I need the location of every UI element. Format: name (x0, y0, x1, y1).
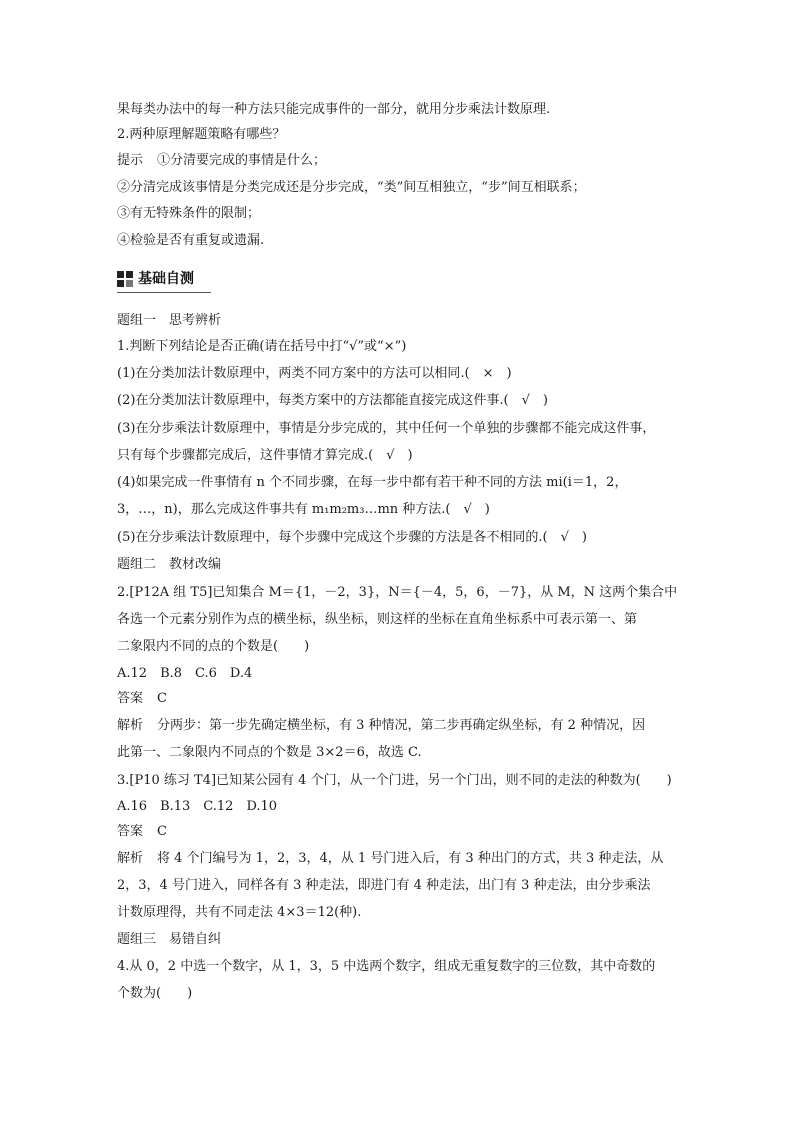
analysis-label: 解析 (117, 718, 144, 733)
question-3-analysis-line-3: 计数原理得，共有不同走法 4×3＝12(种). (117, 905, 362, 920)
question-2-line-1: 2.[P12A 组 T5]已知集合 M＝{1，－2，3}，N＝{－4，5，6，－7}，从 M，N 这两个集合中 (117, 585, 678, 600)
answer-value: C (157, 691, 167, 706)
question-2-options: A.12 B.8 C.6 D.4 (117, 666, 253, 681)
question-2-heading: 2.两种原理解题策略有哪些？ (117, 127, 286, 142)
statement-4-line-2: 3，…，n)，那么完成这件事共有 m₁m₂m₃…mn 种方法.( √ ) (117, 502, 490, 517)
question-2-analysis-line-2: 此第一、二象限内不同点的个数是 3×2＝6，故选 C. (117, 745, 422, 760)
statement-4-line-1: (4)如果完成一件事情有 n 个不同步骤，在每一步中都有若干种不同的方法 mi(i＝1，2， (117, 475, 628, 490)
hint-line-1 (117, 153, 677, 169)
question-4-line-1: 4.从 0，2 中选一个数字，从 1，3，5 中选两个数字，组成无重复数字的三位数，其中奇数的 (117, 959, 656, 974)
question-1: 1.判断下列结论是否正确(请在括号中打“√”或“×”) (117, 339, 407, 354)
analysis-text: 分两步：第一步先确定横坐标，有 3 种情况，第二步再确定纵坐标，有 2 种情况，因 (157, 718, 646, 733)
statement-5: (5)在分步乘法计数原理中，每个步骤中完成这个步骤的方法是各不相同的.( √ ) (117, 530, 587, 545)
statement-2: (2)在分类加法计数原理中，每类方案中的方法都能直接完成这件事.( √ ) (117, 393, 548, 408)
question-2-answer (117, 691, 677, 707)
hint-item-3: ③有无特殊条件的限制； (117, 206, 261, 221)
group-1-title: 题组一 思考辨析 (117, 313, 222, 328)
answer-label: 答案 (117, 691, 144, 706)
question-3: 3.[P10 练习 T4]已知某公园有 4 个门，从一个门进，另一个门出，则不同的走法的种数为( ) (117, 773, 672, 788)
statement-1: (1)在分类加法计数原理中，两类不同方案中的方法可以相同.( × ) (117, 366, 512, 381)
section-title: 基础自测 (138, 271, 194, 287)
intro-line: 果每类办法中的每一种方法只能完成事件的一部分，就用分步乘法计数原理. (117, 102, 551, 117)
question-3-options: A.16 B.13 C.12 D.10 (117, 799, 278, 814)
question-2-line-3: 二象限内不同的点的个数是( ) (117, 639, 310, 654)
question-3-answer (117, 824, 677, 840)
analysis-text: 将 4 个门编号为 1，2，3，4，从 1 号门进入后，有 3 种出门的方式，共 3 种走法，从 (157, 851, 664, 866)
question-2-analysis-line-1 (117, 718, 677, 734)
section-underline (117, 292, 211, 293)
group-2-title: 题组二 教材改编 (117, 557, 222, 572)
section-block-icon (117, 271, 133, 287)
section-header (117, 268, 211, 294)
question-3-analysis-line-2: 2，3，4 号门进入，同样各有 3 种走法，即进门有 4 种走法，出门有 3 种走法，由分步乘法 (117, 878, 651, 893)
hint-item-1: ①分清要完成的事情是什么； (157, 153, 327, 168)
question-4-line-2: 个数为( ) (117, 986, 193, 1001)
statement-3-line-1: (3)在分步乘法计数原理中，事情是分步完成的，其中任何一个单独的步骤都不能完成这件事， (117, 421, 656, 436)
group-3-title: 题组三 易错自纠 (117, 932, 222, 947)
hint-label: 提示 (117, 153, 144, 168)
analysis-label: 解析 (117, 851, 144, 866)
hint-item-4: ④检验是否有重复或遗漏. (117, 233, 265, 248)
question-2-line-2: 各选一个元素分别作为点的横坐标，纵坐标，则这样的坐标在直角坐标系中可表示第一、第 (117, 612, 638, 627)
question-3-analysis-line-1 (117, 851, 677, 867)
hint-item-2: ②分清完成该事情是分类完成还是分步完成，“类”间互相独立，“步”间互相联系； (117, 180, 586, 195)
statement-3-line-2: 只有每个步骤都完成后，这件事情才算完成.( √ ) (117, 448, 413, 463)
answer-value: C (157, 824, 167, 839)
answer-label: 答案 (117, 824, 144, 839)
